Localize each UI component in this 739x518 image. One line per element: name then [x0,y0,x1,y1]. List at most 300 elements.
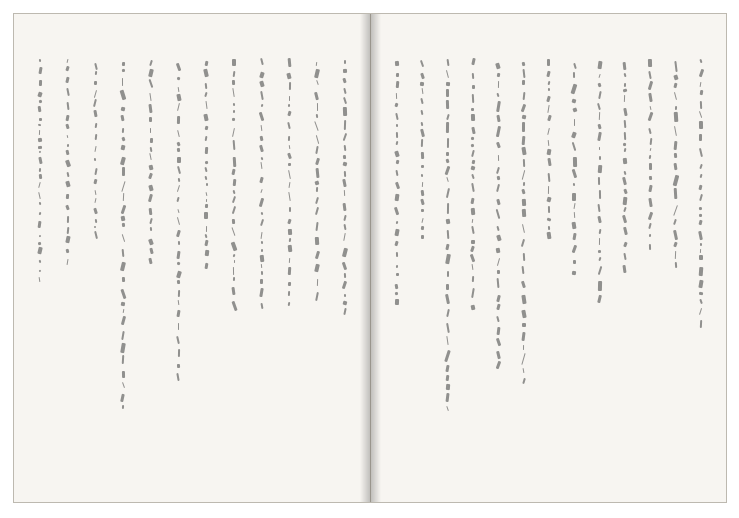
handwriting-stroke [674,153,677,158]
handwriting-stroke [446,336,449,345]
handwriting-stroke [700,101,703,109]
handwriting-stroke [148,194,153,202]
handwriting-stroke [497,278,500,288]
handwriting-stroke [288,145,290,149]
handwriting-stroke [204,263,208,269]
handwriting-stroke [572,245,577,253]
handwriting-stroke [699,121,703,129]
handwriting-stroke [471,288,474,298]
handwriting-stroke [394,229,399,237]
handwriting-stroke [547,96,552,103]
handwriting-stroke [522,80,525,85]
handwriting-stroke [446,284,450,290]
handwriting-stroke [261,231,263,238]
text-column [85,54,104,474]
text-column [438,54,457,474]
handwriting-stroke [471,174,475,179]
handwriting-stroke [597,102,601,110]
handwriting-stroke [395,283,399,289]
handwriting-stroke [394,207,400,215]
handwriting-stroke [121,234,125,242]
handwriting-stroke [547,158,551,166]
handwriting-stroke [522,92,525,100]
handwriting-stroke [121,69,124,73]
left-page [14,14,371,502]
handwriting-stroke [315,135,319,144]
handwriting-stroke [674,188,678,199]
handwriting-stroke [38,106,42,112]
handwriting-stroke [289,82,291,90]
handwriting-stroke [498,155,500,161]
right-gutter-shadow [371,14,381,502]
handwriting-stroke [94,134,96,140]
handwriting-stroke [122,193,124,201]
handwriting-stroke [38,174,42,180]
handwriting-stroke [496,184,500,193]
handwriting-stroke [572,141,576,150]
handwriting-stroke [121,136,125,141]
handwriting-stroke [288,136,291,141]
handwriting-stroke [204,160,208,163]
handwriting-stroke [446,88,449,96]
handwriting-stroke [204,69,209,77]
handwriting-stroke [396,132,399,138]
handwriting-stroke [233,276,236,280]
handwriting-stroke [65,205,70,211]
handwriting-stroke [148,164,153,169]
handwriting-stroke [699,299,702,304]
handwriting-stroke [260,58,264,66]
handwriting-stroke [122,249,124,257]
handwriting-stroke [204,114,209,122]
handwriting-stroke [148,172,153,179]
handwriting-stroke [598,204,601,212]
handwriting-stroke [395,194,400,202]
handwriting-stroke [120,204,126,213]
handwriting-stroke [204,212,208,219]
handwriting-stroke [233,128,236,137]
handwriting-stroke [573,203,575,209]
handwriting-stroke [149,208,153,216]
handwriting-stroke [149,117,152,122]
handwriting-stroke [472,85,475,89]
handwriting-stroke [648,198,652,207]
handwriting-stroke [396,93,398,99]
handwriting-stroke [38,138,42,142]
handwriting-stroke [66,102,69,110]
handwriting-stroke [547,128,550,136]
handwriting-stroke [288,267,292,276]
handwriting-stroke [260,176,264,183]
handwriting-stroke [471,58,475,66]
handwriting-stroke [548,225,551,229]
handwriting-stroke [344,294,346,297]
handwriting-stroke [233,71,236,77]
handwriting-stroke [316,114,319,118]
handwriting-stroke [121,302,125,306]
handwriting-stroke [177,217,180,225]
handwriting-stroke [471,208,475,215]
handwriting-stroke [315,197,319,205]
handwriting-stroke [148,238,154,245]
handwriting-stroke [496,142,501,149]
handwriting-stroke [420,73,425,79]
handwriting-stroke [232,157,236,167]
handwriting-stroke [522,378,526,385]
handwriting-stroke [445,384,449,390]
handwriting-stroke [121,107,126,112]
handwriting-stroke [597,132,602,142]
handwriting-stroke [496,73,500,78]
handwriting-stroke [176,310,180,317]
handwriting-stroke [547,218,551,222]
handwriting-stroke [205,92,208,97]
text-column [30,54,49,474]
handwriting-stroke [178,87,180,92]
handwriting-stroke [122,62,125,66]
handwriting-stroke [496,350,501,359]
text-column [169,54,188,474]
handwriting-stroke [623,148,626,153]
handwriting-stroke [65,181,70,188]
handwriting-stroke [446,271,448,277]
handwriting-stroke [259,288,264,298]
handwriting-stroke [649,138,651,145]
handwriting-stroke [178,178,180,182]
handwriting-stroke [65,236,70,243]
handwriting-stroke [205,204,208,208]
handwriting-stroke [94,71,96,75]
handwriting-stroke [233,260,234,263]
handwriting-stroke [648,128,652,135]
handwriting-stroke [67,144,69,147]
handwriting-stroke [472,219,474,223]
handwriting-stroke [316,279,318,286]
handwriting-stroke [149,218,152,225]
handwriting-stroke [38,192,41,199]
handwriting-stroke [649,244,651,250]
handwriting-stroke [573,63,576,69]
handwriting-stroke [522,332,526,342]
handwriting-stroke [176,270,182,278]
handwriting-stroke [649,234,652,238]
handwriting-stroke [39,260,41,263]
handwriting-stroke [177,280,181,284]
handwriting-stroke [521,188,526,194]
handwriting-stroke [699,174,702,179]
handwriting-stroke [523,159,525,167]
text-column [514,54,533,474]
handwriting-stroke [548,81,551,85]
handwriting-stroke [120,289,126,300]
handwriting-stroke [622,177,627,186]
handwriting-stroke [574,119,575,126]
handwriting-stroke [66,66,70,72]
handwriting-stroke [623,89,627,93]
handwriting-stroke [121,316,126,325]
handwriting-stroke [39,151,41,154]
handwriting-stroke [445,166,451,175]
handwriting-stroke [149,138,152,143]
handwriting-stroke [548,206,550,214]
handwriting-stroke [446,244,450,250]
handwriting-stroke [547,231,552,238]
handwriting-stroke [288,104,291,107]
handwriting-stroke [150,227,153,232]
handwriting-stroke [522,69,525,78]
handwriting-stroke [597,124,601,129]
handwriting-stroke [176,229,181,236]
handwriting-stroke [289,258,291,263]
handwriting-stroke [497,226,500,231]
handwriting-stroke [699,134,703,141]
handwriting-stroke [344,171,346,177]
handwriting-stroke [395,299,399,305]
handwriting-stroke [121,181,125,191]
handwriting-stroke [94,90,97,98]
handwriting-stroke [343,179,347,188]
handwriting-stroke [472,264,474,270]
handwriting-stroke [420,128,424,136]
handwriting-stroke [523,345,524,350]
text-column [141,54,160,474]
handwriting-stroke [67,135,69,139]
handwriting-stroke [623,62,627,71]
handwriting-stroke [177,197,180,203]
handwriting-stroke [205,199,207,202]
handwriting-stroke [121,115,125,122]
handwriting-stroke [122,223,125,228]
handwriting-stroke [121,167,124,176]
handwriting-stroke [176,63,181,71]
handwriting-stroke [674,112,678,122]
handwriting-stroke [232,287,236,296]
handwriting-stroke [65,76,69,82]
handwriting-stroke [315,292,319,301]
handwriting-stroke [343,203,347,211]
handwriting-stroke [572,221,577,228]
handwriting-stroke [673,205,678,216]
handwriting-stroke [261,264,263,268]
handwriting-stroke [446,219,450,224]
handwriting-stroke [673,83,677,88]
handwriting-stroke [260,104,263,108]
handwriting-stroke [120,262,126,271]
handwriting-stroke [66,194,70,199]
handwriting-stroke [674,262,676,268]
handwriting-stroke [178,241,180,245]
handwriting-stroke [120,342,126,353]
handwriting-stroke [573,72,576,78]
handwriting-stroke [288,291,290,296]
handwriting-stroke [177,372,181,380]
handwriting-stroke [396,124,398,127]
handwriting-stroke [94,158,97,161]
handwriting-stroke [314,91,319,100]
handwriting-stroke [177,335,181,343]
handwriting-stroke [259,145,264,153]
handwriting-stroke [232,59,236,66]
handwriting-stroke [649,175,652,179]
handwriting-stroke [421,235,424,240]
handwriting-stroke [446,70,449,79]
handwriting-stroke [598,250,601,254]
handwriting-stroke [148,68,153,76]
handwriting-stroke [647,212,653,221]
handwriting-stroke [444,349,450,361]
text-column [387,54,406,474]
text-column [196,54,215,474]
handwriting-stroke [623,241,627,246]
handwriting-stroke [204,240,208,246]
handwriting-stroke [471,136,475,140]
handwriting-stroke [573,183,576,187]
handwriting-stroke [421,139,424,147]
handwriting-stroke [122,355,124,364]
handwriting-stroke [94,226,96,229]
handwriting-stroke [471,144,475,148]
handwriting-stroke [522,224,525,233]
handwriting-stroke [396,141,399,145]
handwriting-stroke [261,249,263,253]
handwriting-stroke [521,209,525,217]
handwriting-stroke [344,145,346,151]
handwriting-stroke [260,136,263,141]
handwriting-stroke [446,393,450,403]
left-gutter-shadow [360,14,370,502]
handwriting-stroke [446,82,450,87]
handwriting-stroke [39,168,42,172]
handwriting-stroke [205,83,208,89]
handwriting-stroke [445,294,450,304]
handwriting-stroke [204,250,208,257]
text-column [307,54,326,474]
handwriting-stroke [288,122,292,129]
handwriting-stroke [496,126,501,137]
handwriting-stroke [446,188,450,198]
handwriting-stroke [396,273,399,276]
handwriting-stroke [66,115,70,122]
handwriting-stroke [471,165,475,170]
handwriting-stroke [315,157,320,165]
handwriting-stroke [343,162,348,166]
handwriting-stroke [674,219,678,225]
handwriting-stroke [148,185,153,192]
handwriting-stroke [547,173,550,182]
handwriting-stroke [315,221,319,230]
handwriting-stroke [38,100,42,104]
handwriting-stroke [496,199,501,206]
handwriting-stroke [66,87,69,95]
handwriting-stroke [177,148,180,153]
handwriting-stroke [496,62,501,69]
handwriting-stroke [289,207,291,212]
handwriting-stroke [421,165,424,168]
handwriting-stroke [39,277,41,282]
handwriting-stroke [232,196,236,203]
handwriting-stroke [394,150,399,157]
handwriting-stroke [177,129,180,136]
text-column [666,54,685,474]
handwriting-stroke [177,262,181,266]
handwriting-stroke [673,229,678,239]
handwriting-stroke [623,73,626,77]
handwriting-stroke [396,221,399,225]
handwriting-stroke [121,145,126,151]
handwriting-stroke [573,260,576,264]
handwriting-stroke [93,207,98,213]
handwriting-stroke [66,150,70,156]
handwriting-stroke [648,185,652,193]
text-column [564,54,583,474]
handwriting-stroke [445,254,450,265]
handwriting-stroke [548,186,550,194]
handwriting-stroke [420,199,424,205]
handwriting-stroke [204,61,208,67]
handwriting-stroke [260,219,264,227]
handwriting-stroke [522,199,526,207]
handwriting-stroke [176,250,180,258]
handwriting-stroke [343,133,347,141]
handwriting-stroke [231,301,237,311]
handwriting-stroke [177,290,179,297]
handwriting-stroke [446,308,450,317]
handwriting-stroke [472,276,474,282]
handwriting-stroke [343,107,347,117]
handwriting-stroke [395,81,398,89]
handwriting-stroke [205,101,207,109]
handwriting-stroke [420,60,425,67]
handwriting-stroke [204,125,208,130]
handwriting-stroke [623,142,627,146]
handwriting-stroke [572,157,576,167]
handwriting-stroke [548,88,551,92]
handwriting-stroke [261,162,263,169]
handwriting-stroke [624,132,627,140]
handwriting-stroke [699,214,703,218]
handwriting-stroke [288,302,291,306]
handwriting-stroke [316,61,318,65]
handwriting-stroke [288,192,290,201]
handwriting-stroke [598,177,601,185]
handwriting-stroke [260,212,263,216]
handwriting-stroke [471,159,475,163]
handwriting-stroke [316,80,319,85]
handwriting-stroke [624,95,626,102]
handwriting-stroke [177,185,180,192]
handwriting-stroke [396,252,399,257]
handwriting-stroke [149,79,154,88]
handwriting-stroke [496,209,500,219]
handwriting-stroke [598,91,601,99]
handwriting-stroke [343,214,347,220]
handwriting-stroke [344,190,346,196]
handwriting-stroke [343,307,347,314]
handwriting-stroke [648,93,652,102]
handwriting-stroke [698,280,703,288]
handwriting-stroke [599,238,600,245]
handwriting-stroke [648,59,652,67]
handwriting-stroke [315,146,319,154]
handwriting-stroke [522,61,526,66]
handwriting-stroke [447,203,449,214]
handwriting-stroke [288,238,290,242]
handwriting-stroke [698,231,703,240]
handwriting-stroke [67,216,69,223]
handwriting-stroke [150,147,152,152]
handwriting-stroke [521,114,525,119]
handwriting-stroke [66,227,68,234]
